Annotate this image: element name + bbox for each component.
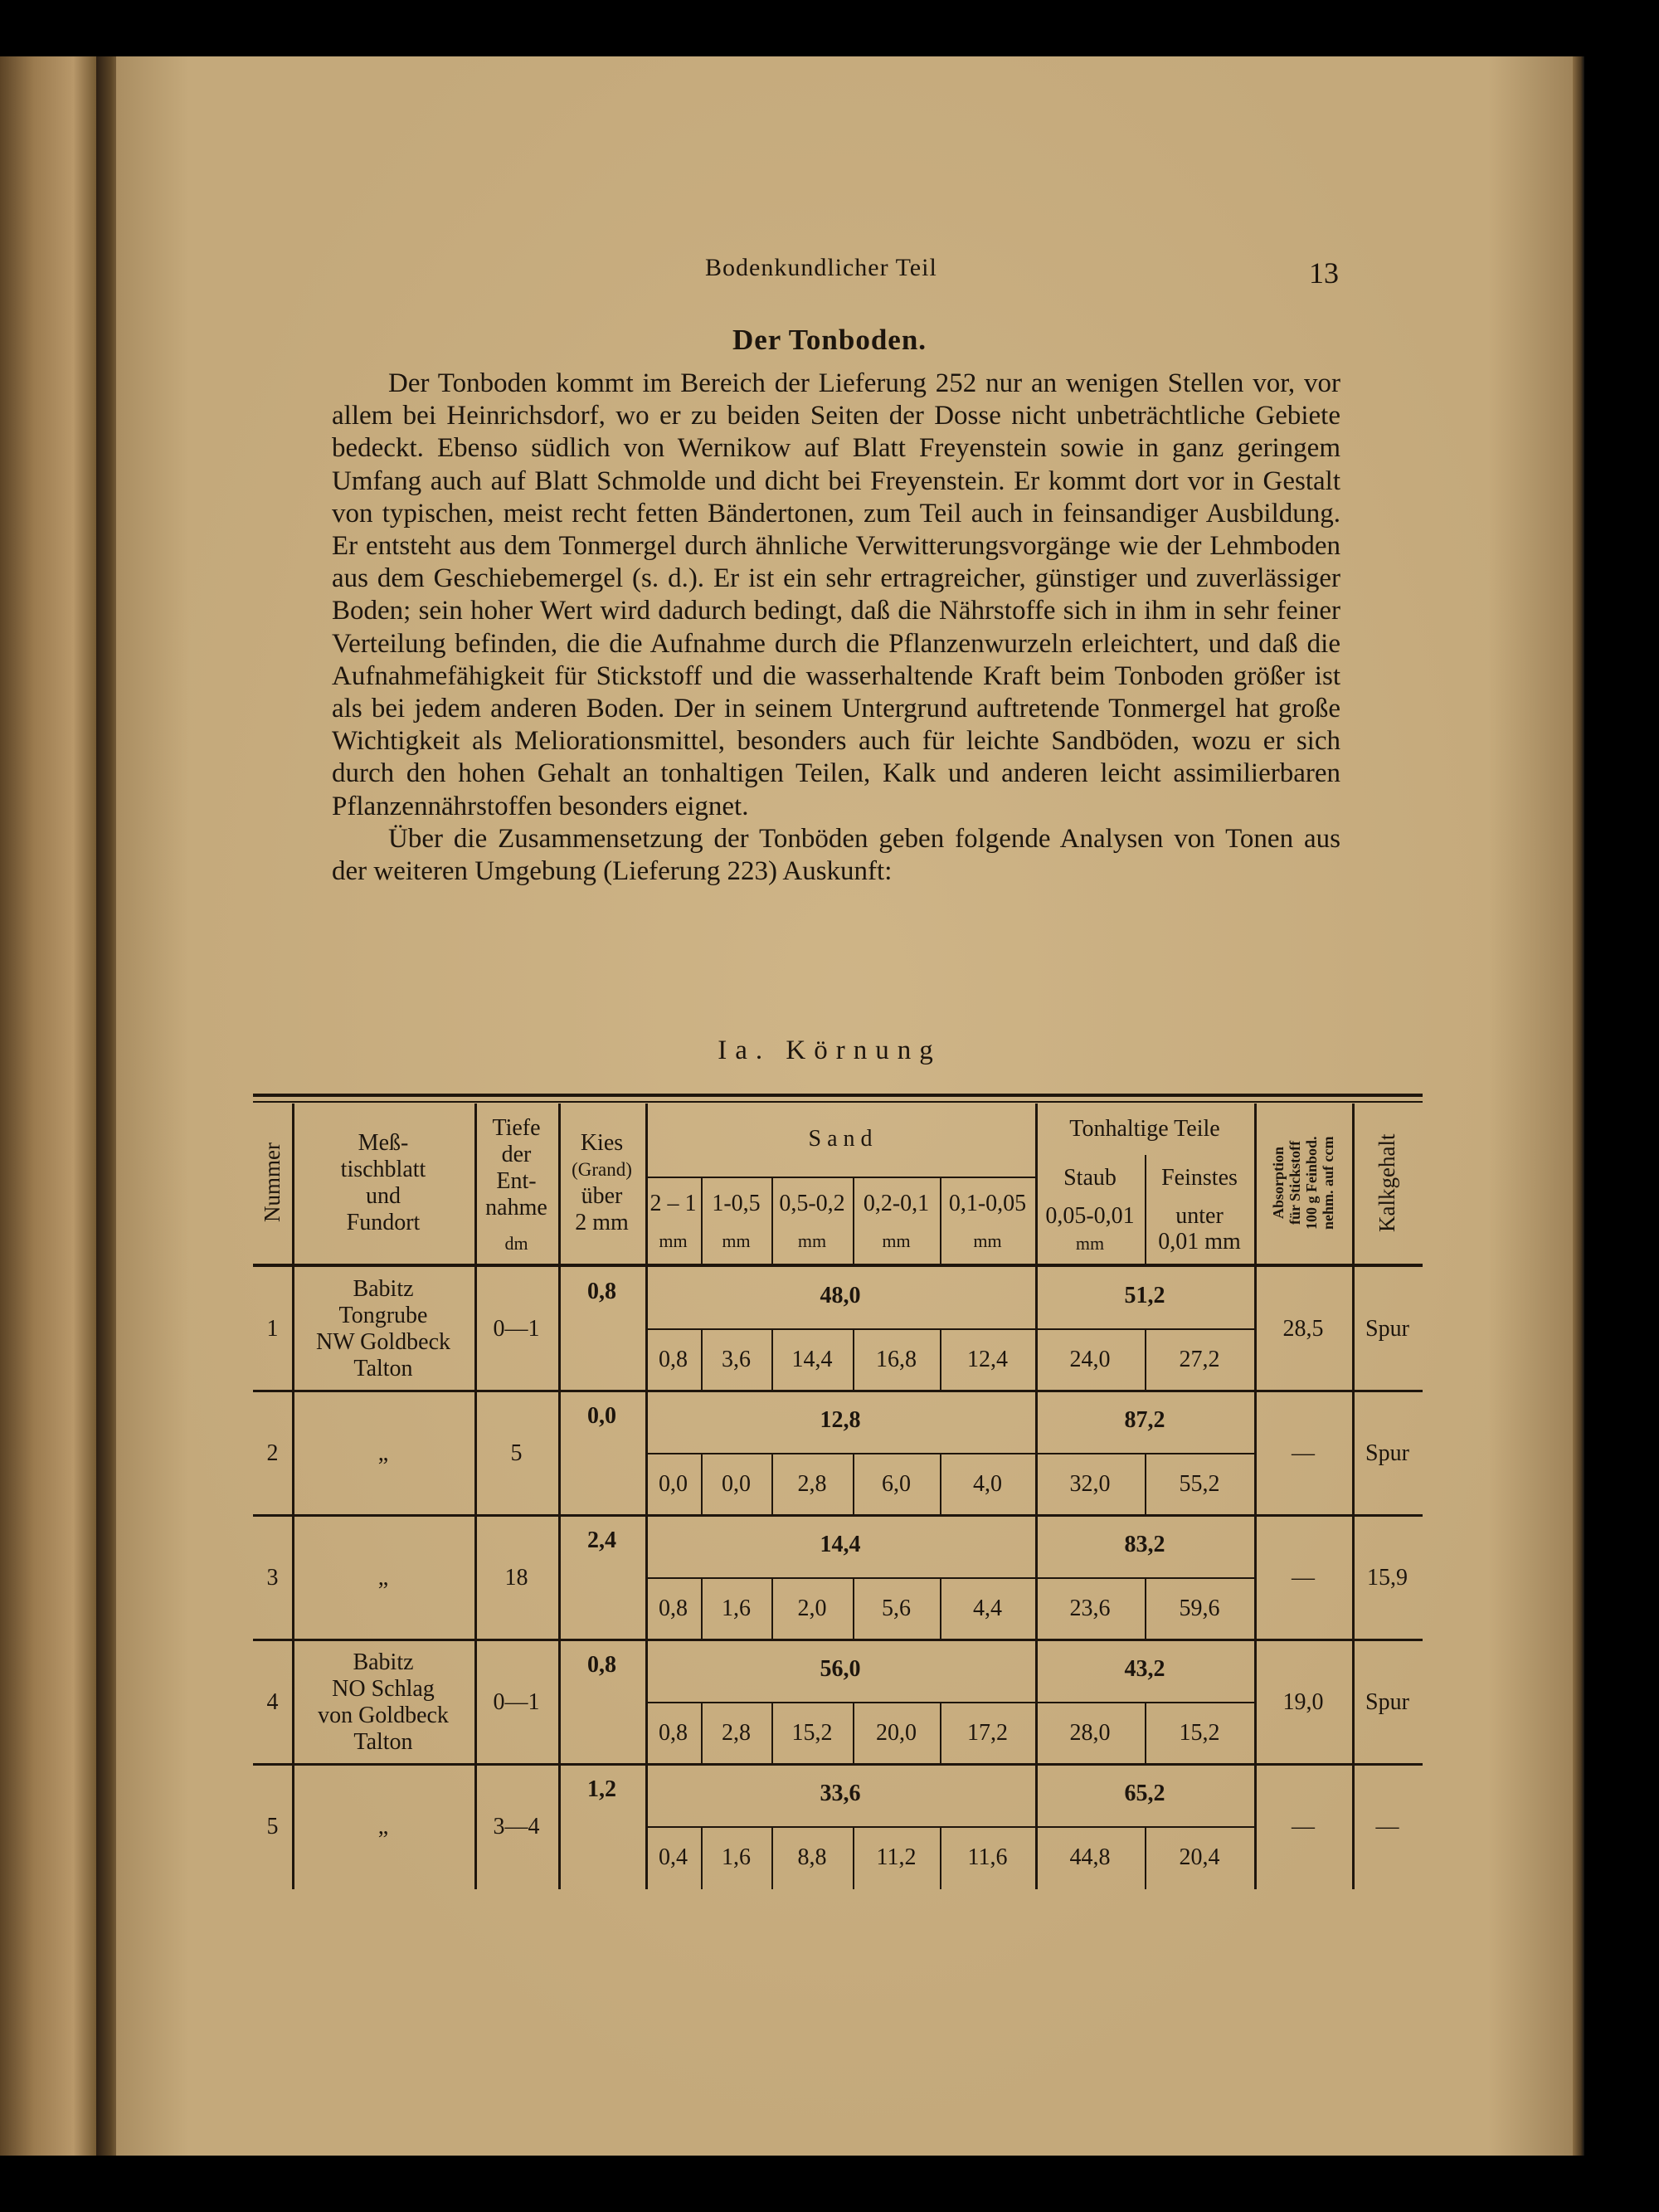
row-staub: 32,0	[1069, 1471, 1111, 1497]
sand-col-divider	[701, 1177, 703, 1264]
header-feinstes: Feinstes	[1161, 1165, 1238, 1191]
row-col-divider	[558, 1640, 561, 1765]
row-kalkgehalt: Spur	[1365, 1316, 1409, 1342]
header-feinstes-range: 0,01 mm	[1158, 1229, 1241, 1255]
header-sand-col: 1-0,5	[712, 1191, 761, 1216]
row-tiefe: 0—1	[493, 1316, 540, 1342]
row-sand-value: 0,4	[659, 1844, 688, 1870]
row-col-divider	[645, 1640, 648, 1765]
row-kalkgehalt: Spur	[1365, 1689, 1409, 1715]
header-col-divider	[474, 1104, 477, 1264]
header-sand-unit: mm	[659, 1230, 688, 1251]
row-subcol-divider	[701, 1702, 703, 1765]
row-sand-total: 14,4	[820, 1532, 861, 1557]
row-subcol-divider	[1145, 1577, 1146, 1640]
header-sand-col: 0,5-0,2	[779, 1191, 845, 1216]
table-top-rule	[253, 1094, 1423, 1097]
table-top-rule-thin	[253, 1101, 1423, 1103]
row-subtotal-rule	[645, 1702, 1254, 1703]
row-col-divider	[1254, 1391, 1257, 1516]
row-subcol-divider	[940, 1702, 941, 1765]
row-subcol-divider	[853, 1328, 854, 1391]
row-col-divider	[558, 1267, 561, 1391]
row-nummer: 4	[266, 1689, 279, 1715]
row-absorption: 28,5	[1282, 1316, 1324, 1342]
row-col-divider	[1035, 1640, 1038, 1765]
row-staub: 23,6	[1069, 1596, 1111, 1621]
right-page-edge	[1573, 56, 1584, 2156]
row-col-divider	[1035, 1267, 1038, 1391]
row-sand-value: 1,6	[722, 1596, 751, 1621]
row-col-divider	[474, 1391, 477, 1516]
row-sand-value: 6,0	[882, 1471, 911, 1497]
row-col-divider	[1352, 1765, 1355, 1889]
row-col-divider	[1352, 1516, 1355, 1640]
row-sand-value: 15,2	[791, 1720, 833, 1746]
sand-col-divider	[940, 1177, 941, 1264]
row-sand-total: 12,8	[820, 1407, 861, 1433]
row-sand-total: 56,0	[820, 1656, 861, 1682]
row-subcol-divider	[853, 1702, 854, 1765]
header-col-divider	[1035, 1104, 1038, 1264]
row-col-divider	[1035, 1391, 1038, 1516]
row-sand-value: 0,8	[659, 1596, 688, 1621]
page-number: 13	[1309, 256, 1339, 290]
row-col-divider	[558, 1516, 561, 1640]
row-sand-value: 5,6	[882, 1596, 911, 1621]
row-col-divider	[292, 1391, 294, 1516]
row-tiefe: 5	[510, 1440, 523, 1466]
row-subcol-divider	[771, 1826, 773, 1889]
row-sand-value: 0,0	[722, 1471, 751, 1497]
header-col-divider	[645, 1104, 648, 1264]
row-sand-value: 0,0	[659, 1471, 688, 1497]
row-subcol-divider	[940, 1328, 941, 1391]
row-sand-value: 20,0	[876, 1720, 917, 1746]
row-sand-value: 8,8	[797, 1844, 827, 1870]
header-kies-line: (Grand)	[572, 1158, 632, 1180]
row-subcol-divider	[771, 1702, 773, 1765]
header-sand-unit: mm	[882, 1230, 911, 1251]
row-absorption: —	[1292, 1440, 1315, 1466]
row-col-divider	[1352, 1640, 1355, 1765]
row-subcol-divider	[1145, 1702, 1146, 1765]
row-col-divider	[1352, 1391, 1355, 1516]
row-col-divider	[292, 1640, 294, 1765]
sand-subrule	[645, 1177, 1035, 1178]
header-kies-line: 2 mm	[575, 1209, 629, 1235]
row-fundort: Babitz NO Schlag von Goldbeck Talton	[318, 1649, 449, 1755]
row-kalkgehalt: Spur	[1365, 1440, 1409, 1466]
header-sand-col: 0,2-0,1	[863, 1191, 930, 1216]
row-col-divider	[645, 1391, 648, 1516]
row-subcol-divider	[940, 1577, 941, 1640]
header-sand-unit: mm	[797, 1230, 827, 1251]
row-sand-value: 12,4	[967, 1347, 1008, 1372]
row-staub: 44,8	[1069, 1844, 1111, 1870]
row-tiefe: 0—1	[493, 1689, 540, 1715]
header-tiefe-unit: dm	[504, 1233, 528, 1254]
header-kalkgehalt: Kalkgehalt	[1374, 1133, 1399, 1232]
row-sand-value: 4,0	[973, 1471, 1002, 1497]
row-sand-value: 0,8	[659, 1720, 688, 1746]
row-col-divider	[474, 1267, 477, 1391]
header-sand-col: 2 – 1	[649, 1191, 697, 1216]
row-sand-value: 3,6	[722, 1347, 751, 1372]
row-sand-total: 48,0	[820, 1283, 861, 1308]
header-col-divider	[558, 1104, 561, 1264]
row-nummer: 2	[266, 1440, 279, 1466]
row-subtotal-rule	[645, 1577, 1254, 1579]
header-feinstes-unter: unter	[1175, 1203, 1224, 1229]
row-col-divider	[292, 1267, 294, 1391]
row-nummer: 3	[266, 1565, 279, 1591]
row-subcol-divider	[853, 1453, 854, 1516]
row-sand-value: 2,8	[722, 1720, 751, 1746]
row-sand-value: 2,0	[797, 1596, 827, 1621]
row-fundort: „	[377, 1440, 389, 1466]
paragraph: Der Tonboden kommt im Bereich der Lieferung 252 nur an wenigen Stellen vor, vor allem bei Heinrichsdorf, wo er zu beiden Seiten der Dosse nicht unbeträchtliche Gebiete bedeckt. Ebenso südlich von Wernikow auf Blatt Freyenstein sowie in ganz geringem Umfang auch auf Blatt Schmolde und dicht bei Freyenstein. Er kommt dort vor in Gestalt von typischen, meist recht fetten Bändertonen, zum Teil auch in feinsandiger Ausbildung. Er entsteht aus dem Tonmergel durch ähnliche Verwitterungsvorgänge wie der Lehmboden aus dem Geschiebemergel (s. d.). Er ist ein sehr ertragreicher, günstiger und zuverlässiger Boden; sein hoher Wert wird dadurch bedingt, daß die Nährstoffe sich in ihm in sehr feiner Verteilung befinden, die die Aufnahme durch die Pflanzenwurzeln erleichtert, und daß die Aufnahmefähigkeit für Stickstoff und die wasserhaltende Kraft beim Tonboden größer ist als bei jedem anderen Boden. Der in seinem Untergrund auftretende Tonmergel hat große Wichtigkeit als Meliorationsmittel, besonders auch für leichte Sandböden, wozu er sich durch den hohen Gehalt an tonhaltigen Teilen, Kalk und anderen leicht assimilierbaren Pflanzennährstoffen besonders eignet.	[332, 368, 1340, 821]
row-tiefe: 3—4	[493, 1814, 540, 1839]
row-sand-value: 14,4	[791, 1347, 833, 1372]
row-subcol-divider	[1145, 1826, 1146, 1889]
row-fundort: „	[377, 1565, 389, 1591]
row-tiefe: 18	[504, 1565, 528, 1591]
row-sand-value: 17,2	[967, 1720, 1008, 1746]
row-sand-value: 4,4	[973, 1596, 1002, 1621]
row-absorption: —	[1292, 1814, 1315, 1839]
row-subtotal-rule	[645, 1826, 1254, 1828]
row-nummer: 1	[266, 1316, 279, 1342]
row-absorption: —	[1292, 1565, 1315, 1591]
running-head: Bodenkundlicher Teil	[705, 254, 937, 281]
row-subcol-divider	[771, 1577, 773, 1640]
row-feinstes: 27,2	[1179, 1347, 1220, 1372]
row-subcol-divider	[853, 1826, 854, 1889]
row-feinstes: 55,2	[1179, 1471, 1220, 1497]
row-col-divider	[645, 1267, 648, 1391]
header-messtischblatt: Meß- tischblatt und Fundort	[340, 1129, 426, 1235]
row-col-divider	[1254, 1267, 1257, 1391]
row-subcol-divider	[940, 1453, 941, 1516]
row-subcol-divider	[701, 1577, 703, 1640]
row-col-divider	[1254, 1516, 1257, 1640]
header-col-divider	[1254, 1104, 1257, 1264]
row-subcol-divider	[1145, 1328, 1146, 1391]
section-title: Der Tonboden.	[732, 324, 927, 356]
row-subcol-divider	[940, 1826, 941, 1889]
body-text	[332, 368, 1340, 888]
row-col-divider	[645, 1765, 648, 1889]
row-kalkgehalt: —	[1375, 1814, 1399, 1839]
row-col-divider	[474, 1640, 477, 1765]
row-subcol-divider	[701, 1453, 703, 1516]
header-kies-line: über	[581, 1182, 623, 1209]
row-feinstes: 15,2	[1179, 1720, 1220, 1746]
header-sand-unit: mm	[973, 1230, 1002, 1251]
row-col-divider	[1035, 1516, 1038, 1640]
row-feinstes: 59,6	[1179, 1596, 1220, 1621]
row-sand-value: 1,6	[722, 1844, 751, 1870]
row-sand-total: 33,6	[820, 1781, 861, 1806]
header-kies-line: Kies	[580, 1129, 624, 1156]
row-ton-total: 87,2	[1124, 1407, 1165, 1433]
row-fundort: „	[377, 1814, 389, 1839]
row-col-divider	[558, 1765, 561, 1889]
header-tiefe: Tiefe der Ent- nahme	[485, 1114, 547, 1220]
header-tonhaltige: Tonhaltige Teile	[1069, 1116, 1220, 1142]
header-staub-range: 0,05-0,01	[1045, 1203, 1135, 1229]
header-sand-col: 0,1-0,05	[948, 1191, 1027, 1216]
row-staub: 24,0	[1069, 1347, 1111, 1372]
row-subcol-divider	[771, 1328, 773, 1391]
row-col-divider	[558, 1391, 561, 1516]
header-staub-unit: mm	[1075, 1233, 1105, 1254]
header-col-divider	[292, 1104, 294, 1264]
row-col-divider	[474, 1765, 477, 1889]
row-subcol-divider	[701, 1328, 703, 1391]
paragraph: Über die Zusammensetzung der Tonböden geben folgende Analysen von Tonen aus der weiteren Umgebung (Lieferung 223) Auskunft:	[332, 823, 1340, 887]
ton-col-divider	[1145, 1155, 1146, 1264]
row-kies: 2,4	[587, 1527, 616, 1553]
header-col-divider	[1352, 1104, 1355, 1264]
row-kies: 0,8	[587, 1279, 616, 1304]
row-col-divider	[292, 1765, 294, 1889]
row-subcol-divider	[853, 1577, 854, 1640]
row-absorption: 19,0	[1282, 1689, 1324, 1715]
row-col-divider	[1035, 1765, 1038, 1889]
row-kies: 1,2	[587, 1776, 616, 1802]
row-sand-value: 2,8	[797, 1471, 827, 1497]
row-col-divider	[645, 1516, 648, 1640]
row-subtotal-rule	[645, 1453, 1254, 1454]
row-sand-value: 11,6	[967, 1844, 1008, 1870]
row-kies: 0,0	[587, 1403, 616, 1429]
row-col-divider	[474, 1516, 477, 1640]
sand-col-divider	[771, 1177, 773, 1264]
row-sand-value: 16,8	[876, 1347, 917, 1372]
row-col-divider	[1254, 1765, 1257, 1889]
row-fundort: Babitz Tongrube NW Goldbeck Talton	[316, 1276, 450, 1381]
header-absorption: Absorption für Stickstoff 100 g Feinbod. nehm. auf ccm	[1270, 1136, 1336, 1230]
header-sand-unit: mm	[722, 1230, 751, 1251]
row-subtotal-rule	[645, 1328, 1254, 1330]
row-subcol-divider	[701, 1826, 703, 1889]
row-kies: 0,8	[587, 1652, 616, 1678]
row-ton-total: 43,2	[1124, 1656, 1165, 1682]
row-ton-total: 51,2	[1124, 1283, 1165, 1308]
row-subcol-divider	[771, 1453, 773, 1516]
row-col-divider	[1352, 1267, 1355, 1391]
row-sand-value: 11,2	[876, 1844, 917, 1870]
row-col-divider	[1254, 1640, 1257, 1765]
left-page-edge	[0, 56, 98, 2156]
header-sand: S a n d	[808, 1126, 873, 1152]
header-nummer: Nummer	[260, 1143, 285, 1223]
row-ton-total: 83,2	[1124, 1532, 1165, 1557]
sand-col-divider	[853, 1177, 854, 1264]
row-col-divider	[292, 1516, 294, 1640]
row-subcol-divider	[1145, 1453, 1146, 1516]
header-staub: Staub	[1063, 1165, 1117, 1191]
row-ton-total: 65,2	[1124, 1781, 1165, 1806]
row-staub: 28,0	[1069, 1720, 1111, 1746]
header-kies	[558, 1104, 645, 1262]
row-nummer: 5	[266, 1814, 279, 1839]
row-sand-value: 0,8	[659, 1347, 688, 1372]
row-feinstes: 20,4	[1179, 1844, 1220, 1870]
row-kalkgehalt: 15,9	[1367, 1565, 1408, 1591]
table-title: Ia. Körnung	[718, 1035, 941, 1065]
